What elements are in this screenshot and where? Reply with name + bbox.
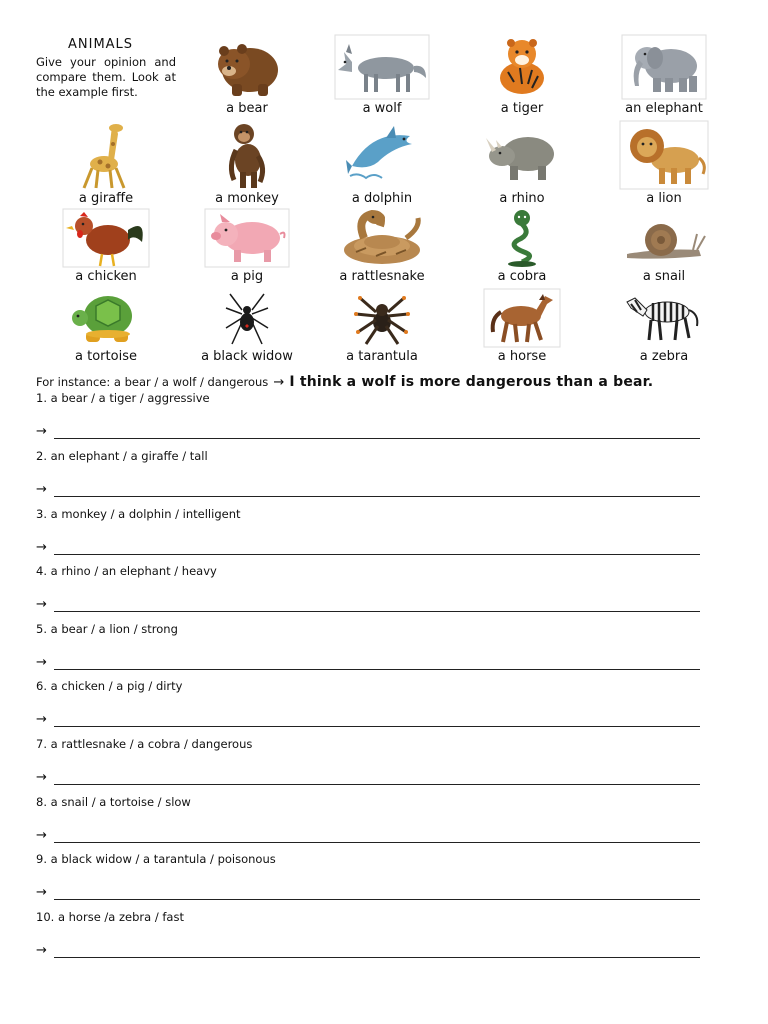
exercise-prompt: 3. a monkey / a dolphin / intelligent: [36, 507, 241, 521]
answer-line[interactable]: [54, 599, 700, 612]
rattlesnake-icon: [336, 208, 428, 268]
animal-card-giraffe: [36, 120, 176, 206]
tiger-icon: [492, 34, 552, 100]
animal-card-tarantula: [312, 288, 452, 364]
animal-card-cobra: [452, 208, 592, 284]
animal-card-elephant: [594, 34, 734, 116]
tarantula-icon: [352, 288, 412, 348]
exercise-prompt: 5. a bear / a lion / strong: [36, 622, 178, 636]
arrow-icon: →: [36, 655, 47, 670]
tortoise-icon: [68, 288, 144, 348]
animal-label: a tiger: [500, 101, 544, 116]
animal-label: a lion: [646, 191, 682, 206]
dolphin-icon: [342, 120, 422, 190]
answer-line[interactable]: [54, 887, 700, 900]
arrow-icon: →: [36, 712, 47, 727]
animal-label: a horse: [497, 349, 547, 364]
exercise-prompt: 2. an elephant / a giraffe / tall: [36, 449, 208, 463]
animal-card-rhino: [452, 120, 592, 206]
rhino-icon: [484, 120, 560, 190]
exercise-prompt: 8. a snail / a tortoise / slow: [36, 795, 191, 809]
animal-card-chicken: [36, 208, 176, 284]
answer-line[interactable]: [54, 714, 700, 727]
cobra-icon: [502, 208, 542, 268]
exercise-item: [36, 795, 700, 843]
horse-icon: [483, 288, 561, 348]
animal-card-pig: [177, 208, 317, 284]
arrow-icon: →: [36, 482, 47, 497]
exercise-item: [36, 507, 700, 555]
animal-label: a monkey: [215, 191, 279, 206]
answer-line[interactable]: [54, 426, 700, 439]
animal-card-lion: [594, 120, 734, 206]
animal-card-dolphin: [312, 120, 452, 206]
animal-label: a dolphin: [351, 191, 413, 206]
exercise-prompt: 6. a chicken / a pig / dirty: [36, 679, 183, 693]
lion-icon: [619, 120, 709, 190]
animal-label: a pig: [230, 269, 264, 284]
animal-label: an elephant: [625, 101, 703, 116]
zebra-icon: [621, 288, 707, 348]
elephant-icon: [621, 34, 707, 100]
animal-label: a cobra: [497, 269, 547, 284]
animal-card-wolf: [312, 34, 452, 116]
exercise-item: [36, 391, 700, 439]
exercise-item: [36, 564, 700, 612]
exercise-prompt: 4. a rhino / an elephant / heavy: [36, 564, 217, 578]
answer-line[interactable]: [54, 945, 700, 958]
exercise-prompt: 7. a rattlesnake / a cobra / dangerous: [36, 737, 253, 751]
animal-label: a black widow: [201, 349, 293, 364]
animal-card-horse: [452, 288, 592, 364]
animal-card-tiger: [452, 34, 592, 116]
arrow-icon: →: [36, 885, 47, 900]
answer-line[interactable]: [54, 542, 700, 555]
animal-label: a tarantula: [346, 349, 418, 364]
example-sentence: [36, 371, 736, 390]
animal-card-black-widow: [177, 288, 317, 364]
exercise-item: [36, 622, 700, 670]
answer-line[interactable]: [54, 830, 700, 843]
animal-label: a chicken: [75, 269, 137, 284]
exercise-prompt: 9. a black widow / a tarantula / poisonous: [36, 852, 276, 866]
animal-label: a snail: [642, 269, 686, 284]
spider-icon: [222, 288, 272, 348]
exercise-prompt: 10. a horse /a zebra / fast: [36, 910, 184, 924]
arrow-icon: →: [36, 540, 47, 555]
arrow-icon: →: [273, 375, 285, 390]
exercise-item: [36, 449, 700, 497]
animal-card-snail: [594, 208, 734, 284]
wolf-icon: [334, 34, 430, 100]
example-prompt: For instance: a bear / a wolf / dangerous: [36, 375, 269, 389]
exercise-item: [36, 737, 700, 785]
animal-label: a zebra: [639, 349, 689, 364]
giraffe-icon: [78, 120, 134, 190]
exercise-item: [36, 679, 700, 727]
answer-line[interactable]: [54, 657, 700, 670]
example-answer: I think a wolf is more dangerous than a bear.: [289, 374, 654, 390]
answer-line[interactable]: [54, 772, 700, 785]
snail-icon: [621, 208, 707, 268]
arrow-icon: →: [36, 597, 47, 612]
animal-label: a tortoise: [75, 349, 137, 364]
arrow-icon: →: [36, 770, 47, 785]
pig-icon: [204, 208, 290, 268]
worksheet-title: ANIMALS: [68, 37, 134, 52]
animal-label: a wolf: [362, 101, 402, 116]
arrow-icon: →: [36, 943, 47, 958]
arrow-icon: →: [36, 424, 47, 439]
animal-label: a rattlesnake: [339, 269, 425, 284]
chicken-icon: [62, 208, 150, 268]
animal-card-monkey: [177, 120, 317, 206]
bear-icon: [212, 34, 282, 100]
animal-label: a rhino: [499, 191, 545, 206]
animal-label: a bear: [226, 101, 268, 116]
animal-card-tortoise: [36, 288, 176, 364]
animal-label: a giraffe: [78, 191, 134, 206]
animal-card-bear: [177, 34, 317, 116]
worksheet-instructions: Give your opinion and compare them. Look at the example first.: [36, 55, 176, 99]
animal-card-rattlesnake: [312, 208, 452, 284]
animal-card-zebra: [594, 288, 734, 364]
arrow-icon: →: [36, 828, 47, 843]
answer-line[interactable]: [54, 484, 700, 497]
exercise-item: [36, 852, 700, 900]
exercise-prompt: 1. a bear / a tiger / aggressive: [36, 391, 210, 405]
monkey-icon: [222, 120, 272, 190]
exercise-item: [36, 910, 700, 958]
